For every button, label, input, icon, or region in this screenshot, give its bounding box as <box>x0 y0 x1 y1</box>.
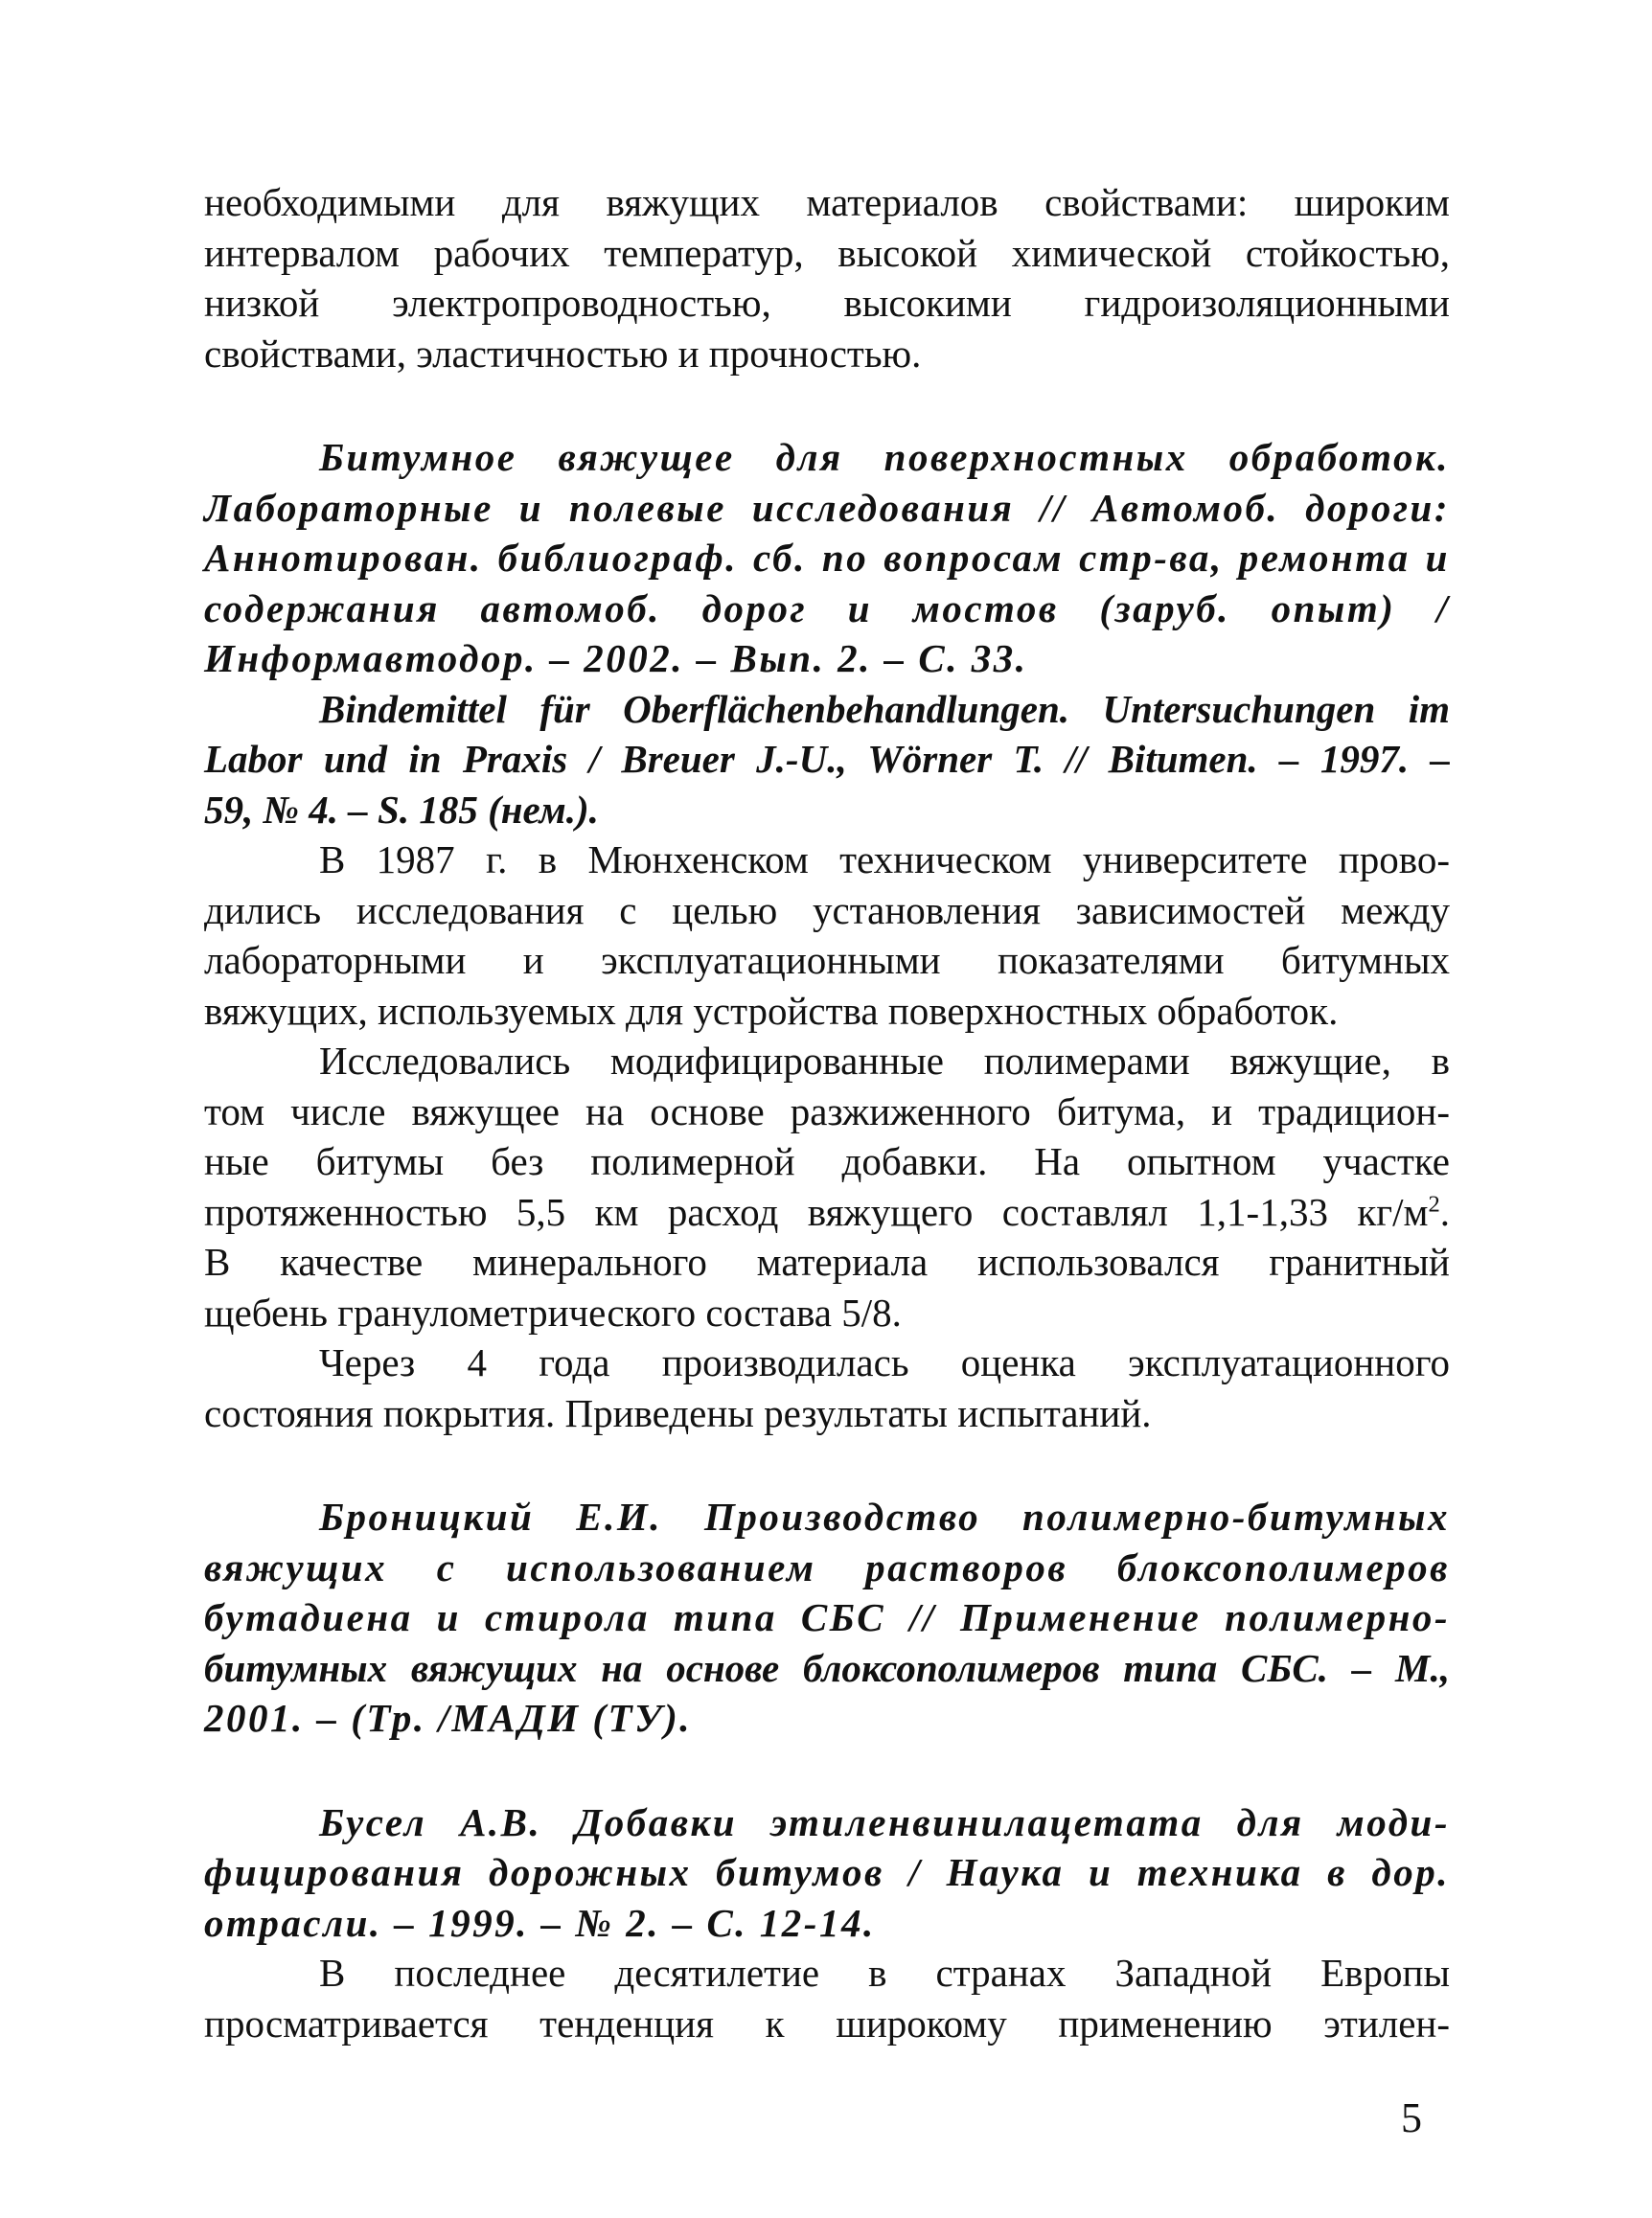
paragraph-study <box>204 835 1450 1036</box>
text-line: В последнее десятилетие в странах Западной Европы <box>319 1951 1450 1995</box>
text-segment: протяженностью 5,5 км расход вяжущего составлял 1,1-1,33 кг/м <box>204 1189 1429 1234</box>
reference-line: Labor und in Praxis / Breuer J.-U., Wörner T. // Bitumen. – 1997. – <box>204 737 1450 781</box>
reference-line: содержания автомоб. дорог и мостов (заруб. опыт) / <box>204 585 1450 630</box>
text-line: дились исследования с целью установления зависимостей между <box>204 887 1450 932</box>
text-line: интервалом рабочих температур, высокой химической стойкостью, <box>204 230 1450 275</box>
reference-line: Лабораторные и полевые исследования // Автомоб. дороги: <box>204 485 1450 530</box>
text-line: низкой электропроводностью, высокими гидроизоляционными <box>204 281 1450 325</box>
text-segment: . <box>1439 1189 1450 1234</box>
reference-line: отрасли. – 1999. – № 2. – С. 12-14. <box>204 1900 876 1945</box>
reference-line: Броницкий Е.И. Производство полимерно-битумных <box>319 1495 1450 1539</box>
reference-line: вяжущих с использованием растворов блоксополимеров <box>204 1544 1450 1589</box>
text-line: состояния покрытия. Приведены результаты испытаний. <box>204 1390 1152 1435</box>
text-line: Исследовались модифицированные полимерами вяжущие, в <box>319 1039 1450 1083</box>
reference-1 <box>204 432 1450 684</box>
text-line: вяжущих, используемых для устройства поверхностных обработок. <box>204 988 1339 1033</box>
reference-line: 59, № 4. – S. 185 (нем.). <box>204 787 599 832</box>
text-line: свойствами, эластичностью и прочностью. <box>204 331 922 376</box>
text-line: ные битумы без полимерной добавки. На опытном участке <box>204 1139 1450 1183</box>
text-line: необходимыми для вяжущих материалов свойствами: широким <box>204 180 1450 224</box>
text-line: В качестве минерального материала использовался гранитный <box>204 1240 1450 1284</box>
text-line: Через 4 года производилась оценка эксплуатационного <box>319 1340 1450 1384</box>
reference-line: битумных вяжущих на основе блоксополимеров типа СБС. – М., <box>204 1645 1450 1690</box>
reference-line: 2001. – (Тр. /МАДИ (ТУ). <box>204 1696 692 1740</box>
paragraph-intro <box>204 177 1450 378</box>
text-line: щебень гранулометрического состава 5/8. <box>204 1290 902 1335</box>
reference-line: Аннотирован. библиограф. сб. по вопросам стр-ва, ремонта и <box>204 536 1450 580</box>
reference-line: Информавтодор. – 2002. – Вып. 2. – С. 33. <box>204 636 1028 680</box>
paragraph-materials <box>204 1036 1450 1338</box>
reference-line: Бусел А.В. Добавки этиленвинилацетата для моди- <box>319 1799 1450 1844</box>
text-line: просматривается тенденция к широкому применению этилен- <box>204 2001 1450 2046</box>
reference-line: Битумное вяжущее для поверхностных обработок. <box>319 435 1450 479</box>
paragraph-trend <box>204 1948 1450 2048</box>
paragraph-evaluation <box>204 1338 1450 1438</box>
text-line: том числе вяжущее на основе разжиженного битума, и традицион- <box>204 1088 1450 1133</box>
reference-4 <box>204 1797 1450 1949</box>
page-number: 5 <box>1401 2094 1422 2141</box>
superscript: 2 <box>1428 1190 1440 1217</box>
reference-3 <box>204 1492 1450 1744</box>
reference-line: фицирования дорожных битумов / Наука и техника в дор. <box>204 1850 1450 1894</box>
text-line: лабораторными и эксплуатационными показателями битумных <box>204 938 1450 982</box>
reference-line: бутадиена и стирола типа СБС // Применение полимерно- <box>204 1595 1450 1639</box>
reference-2 <box>204 684 1450 835</box>
text-line-with-superscript <box>204 1187 1450 1238</box>
page-body <box>204 177 1450 2048</box>
text-line: В 1987 г. в Мюнхенском техническом университете прово- <box>319 837 1450 881</box>
reference-line: Bindemittel für Oberflächenbehandlungen. Untersuchungen im <box>319 686 1450 731</box>
